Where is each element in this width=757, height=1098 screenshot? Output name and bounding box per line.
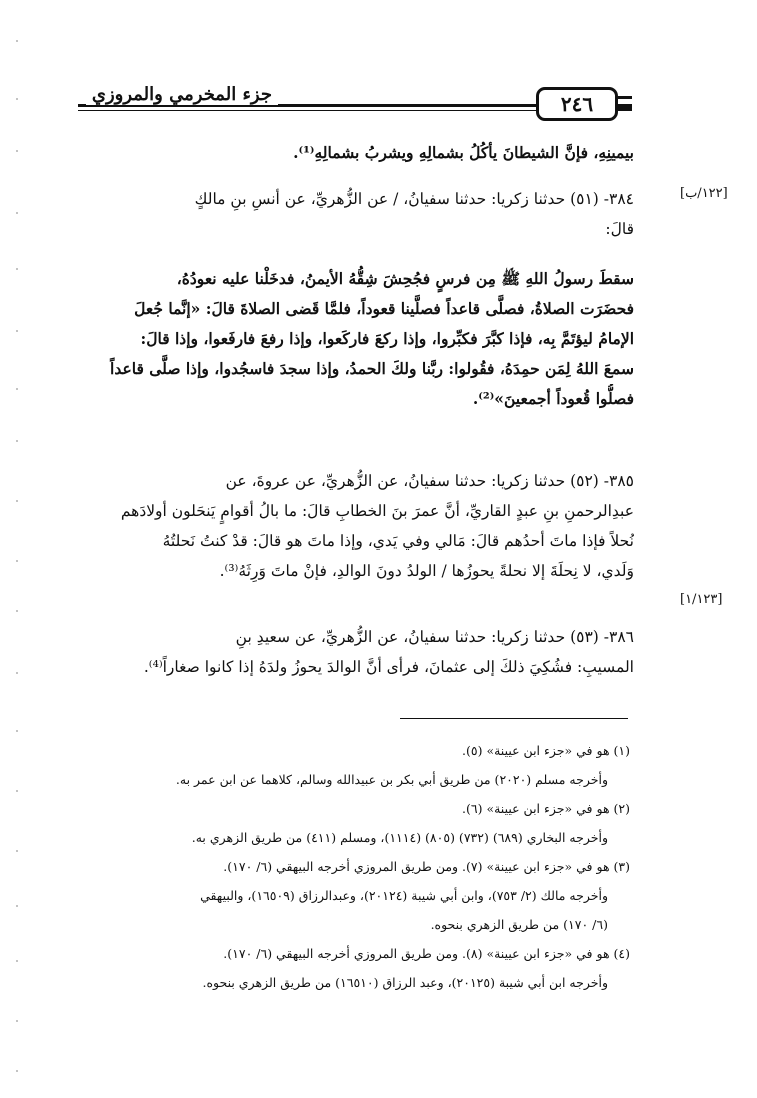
footnote-line: (٤) هو في «جزء ابن عيينة» (٨). ومن طريق المروزي أخرجه البيهقي (٦/ ١٧٠). xyxy=(223,946,630,961)
hadith-385 xyxy=(78,466,634,586)
footnote-line: وأخرجه مسلم (٢٠٢٠) من طريق أبي بكر بن عبيدالله وسالم، كلاهما عن ابن عمر به. xyxy=(175,772,608,787)
text-line: سقطَ رسولُ اللهِ ﷺ مِن فرسٍ فجُحِشَ شِقُّهُ الأيمنُ، فدخَلْنا عليه نعودُهُ، xyxy=(176,269,634,288)
hadith-384-matn xyxy=(78,264,634,414)
hadith-384-isnad xyxy=(78,184,634,244)
margin-folio-note: [١/١٢٣] xyxy=(680,592,723,607)
footnote-line: (٢) هو في «جزء ابن عيينة» (٦). xyxy=(462,801,630,816)
text-line: وَلَدي، لا نِحلَةَ إلا نحلةً يحوزُها / الولدُ دونَ الوالدِ، فإنْ ماتَ وَرِثَهُ⁽³⁾. xyxy=(219,562,634,580)
footnote-line: (٦/ ١٧٠) من طريق الزهري بنحوه. xyxy=(430,917,608,932)
text-line: ٣٨٦- (٥٣) حدثنا زكريا: حدثنا سفيانُ، عن الزُّهريِّ، عن سعيدِ بنِ xyxy=(235,628,634,646)
page-number-ornament xyxy=(618,96,632,110)
book-title: جزء المخرمي والمروزي xyxy=(86,84,278,105)
margin-folio-note: [١٢٢/ب] xyxy=(680,186,728,201)
footnote-line: (١) هو في «جزء ابن عيينة» (٥). xyxy=(462,743,630,758)
text-line: فصلُّوا قُعوداً أجمعينَ»⁽²⁾. xyxy=(472,389,634,408)
text-line: المسيبِ: فشُكِيَ ذلكَ إلى عثمانَ، فرأى أنَّ الوالدَ يحوزُ ولدَهُ إذا كانوا صغاراً⁽⁴⁾. xyxy=(143,658,634,676)
text-line: الإمامُ ليؤتَمَّ بِه، فإذا كبَّرَ فكبِّروا، وإذا ركعَ فاركَعوا، وإذا رفعَ فارفَعوا، وإذا قالَ: xyxy=(140,329,634,348)
footnote-line: (٣) هو في «جزء ابن عيينة» (٧). ومن طريق المروزي أخرجه البيهقي (٦/ ١٧٠). xyxy=(223,859,630,874)
scan-speckles xyxy=(0,0,40,1098)
text-line: عبدِالرحمنِ بنِ عبدٍ القاريِّ، أنَّ عمرَ بنَ الخطابِ قالَ: ما بالُ أقوامٍ يَنحَلون أولادَهم xyxy=(120,502,634,520)
footnote-separator xyxy=(400,718,628,719)
text-line: ٣٨٤- (٥١) حدثنا زكريا: حدثنا سفيانُ، / عن الزُّهريِّ، عن أنسِ بنِ مالكٍ xyxy=(194,190,634,208)
footnote-line: وأخرجه مالك (٢/ ٧٥٣)، وابن أبي شيبة (٢٠١٢٤)، وعبدالرزاق (١٦٥٠٩)، والبيهقي xyxy=(200,888,608,903)
text-line: ٣٨٥- (٥٢) حدثنا زكريا: حدثنا سفيانُ، عن الزُّهريِّ، عن عروةَ، عن xyxy=(225,472,634,490)
text-line: فحضَرَت الصلاةُ، فصلَّى قاعداً فصلَّينا قعوداً، فلمَّا قَضى الصلاةَ قالَ: «إنَّما جُعلَ xyxy=(134,299,634,318)
text-line: نُحلاً فإذا ماتَ أحدُهم قالَ: مَالي وفي يَدي، وإذا ماتَ هو قالَ: قدْ كنتُ نَحلتُهُ xyxy=(162,532,634,550)
paragraph-continuation xyxy=(78,138,634,168)
hadith-386 xyxy=(78,622,634,682)
footnote-line: وأخرجه ابن أبي شيبة (٢٠١٢٥)، وعبد الرزاق (١٦٥١٠) من طريق الزهري بنحوه. xyxy=(202,975,608,990)
text-line: قالَ: xyxy=(605,220,634,238)
footnote-line: وأخرجه البخاري (٦٨٩) (٧٣٢) (٨٠٥) (١١١٤)، ومسلم (٤١١) من طريق الزهري به. xyxy=(191,830,608,845)
page-number: ٢٤٦ xyxy=(536,87,618,121)
page-header xyxy=(78,84,638,130)
footnotes xyxy=(150,736,630,997)
text-line: سمعَ اللهُ لِمَن حمِدَهُ، فقُولوا: ربَّنا ولكَ الحمدُ، وإذا سجدَ فاسجُدوا، وإذا صلَّى قاعداً xyxy=(110,359,634,378)
text-line: بيمينِهِ، فإنَّ الشيطانَ يأكُلُ بشمالِهِ ويشربُ بشمالِهِ⁽¹⁾. xyxy=(293,143,634,162)
